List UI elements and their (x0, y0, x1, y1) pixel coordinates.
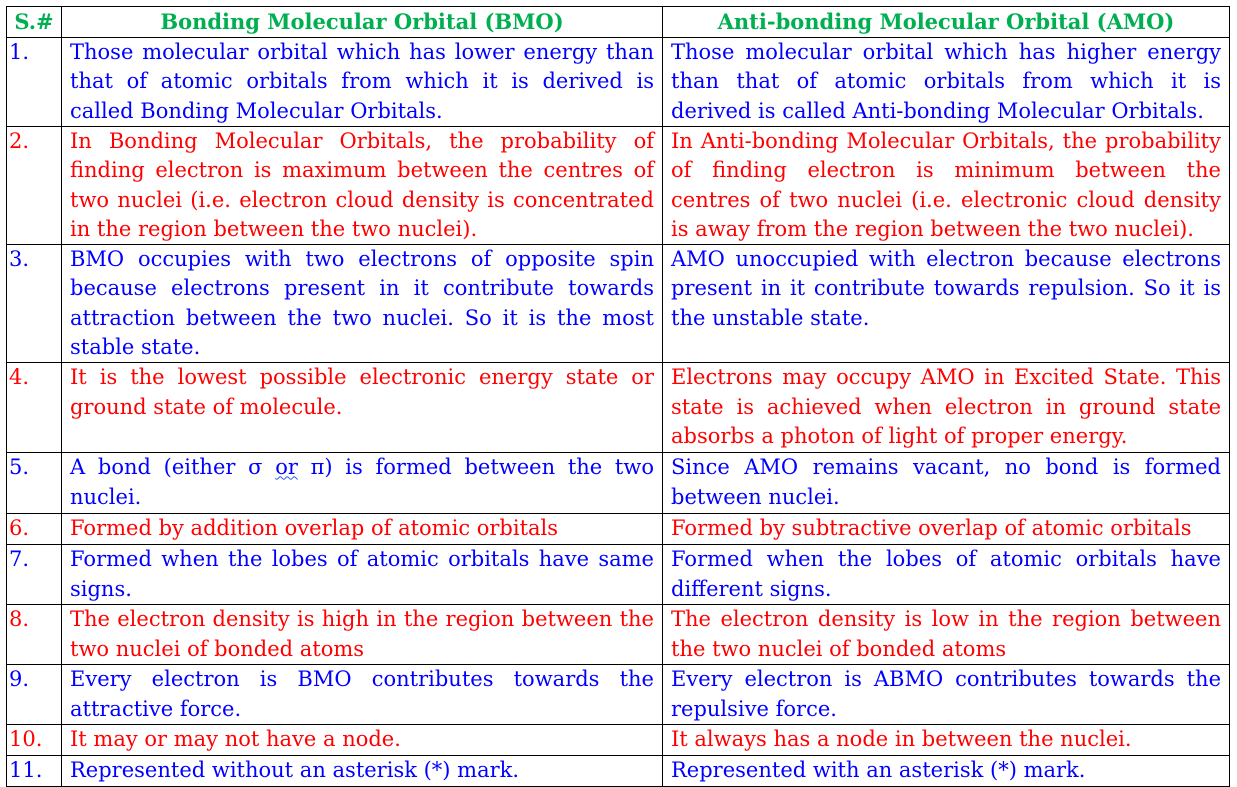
amo-cell: Formed by subtractive overlap of atomic orbitals (663, 514, 1230, 545)
amo-cell: Formed when the lobes of atomic orbitals have different signs. (663, 545, 1230, 605)
header-row (7, 7, 1230, 38)
row-number: 10. (7, 725, 62, 756)
table-row (7, 363, 1230, 453)
row-number: 11. (7, 756, 62, 787)
header-sno: S.# (7, 7, 62, 38)
table-row (7, 127, 1230, 245)
row-number: 2. (7, 127, 62, 245)
row-number: 8. (7, 605, 62, 665)
table-row (7, 756, 1230, 787)
row-number: 1. (7, 38, 62, 127)
amo-cell: Electrons may occupy AMO in Excited State. This state is achieved when electron in ground state absorbs a photon of light of proper energy. (663, 363, 1230, 453)
bmo-text-part: A bond (either σ (70, 455, 276, 480)
bmo-cell: The electron density is high in the region between the two nuclei of bonded atoms (62, 605, 663, 665)
row-number: 9. (7, 665, 62, 725)
amo-cell: AMO unoccupied with electron because electrons present in it contribute towards repulsion. So it is the unstable state. (663, 245, 1230, 363)
header-bmo: Bonding Molecular Orbital (BMO) (62, 7, 663, 38)
row-number: 4. (7, 363, 62, 453)
table-row (7, 453, 1230, 514)
bmo-cell (62, 453, 663, 514)
bmo-cell: BMO occupies with two electrons of opposite spin because electrons present in it contribute towards attraction between the two nuclei. So it is the most stable state. (62, 245, 663, 363)
amo-cell: Those molecular orbital which has higher energy than that of atomic orbitals from which it is derived is called Anti-bonding Molecular Orbitals. (663, 38, 1230, 127)
bmo-cell: Every electron is BMO contributes towards the attractive force. (62, 665, 663, 725)
bmo-cell: Formed when the lobes of atomic orbitals have same signs. (62, 545, 663, 605)
amo-cell: The electron density is low in the region between the two nuclei of bonded atoms (663, 605, 1230, 665)
row-number: 3. (7, 245, 62, 363)
bmo-cell: Represented without an asterisk (*) mark. (62, 756, 663, 787)
bmo-cell: Formed by addition overlap of atomic orbitals (62, 514, 663, 545)
table-row (7, 665, 1230, 725)
table-row (7, 545, 1230, 605)
table-row (7, 245, 1230, 363)
bmo-text-part: π) is formed between the two nuclei. (70, 455, 654, 509)
row-number: 7. (7, 545, 62, 605)
table-row (7, 514, 1230, 545)
spellcheck-underlined-word: or (275, 455, 298, 480)
row-number: 5. (7, 453, 62, 514)
amo-cell: In Anti-bonding Molecular Orbitals, the probability of finding electron is minimum between the centres of two nuclei (i.e. electronic cloud density is away from the region between the two nuclei). (663, 127, 1230, 245)
bmo-cell: It may or may not have a node. (62, 725, 663, 756)
bmo-cell: In Bonding Molecular Orbitals, the probability of finding electron is maximum between the centres of two nuclei (i.e. electron cloud density is concentrated in the region between the two nuclei). (62, 127, 663, 245)
amo-cell: It always has a node in between the nuclei. (663, 725, 1230, 756)
amo-cell: Since AMO remains vacant, no bond is formed between nuclei. (663, 453, 1230, 514)
bmo-cell: Those molecular orbital which has lower energy than that of atomic orbitals from which it is derived is called Bonding Molecular Orbitals. (62, 38, 663, 127)
row-number: 6. (7, 514, 62, 545)
amo-cell: Represented with an asterisk (*) mark. (663, 756, 1230, 787)
comparison-table (6, 6, 1230, 787)
header-amo: Anti-bonding Molecular Orbital (AMO) (663, 7, 1230, 38)
table-row (7, 605, 1230, 665)
amo-cell: Every electron is ABMO contributes towards the repulsive force. (663, 665, 1230, 725)
bmo-cell: It is the lowest possible electronic energy state or ground state of molecule. (62, 363, 663, 453)
table-row (7, 38, 1230, 127)
table-row (7, 725, 1230, 756)
